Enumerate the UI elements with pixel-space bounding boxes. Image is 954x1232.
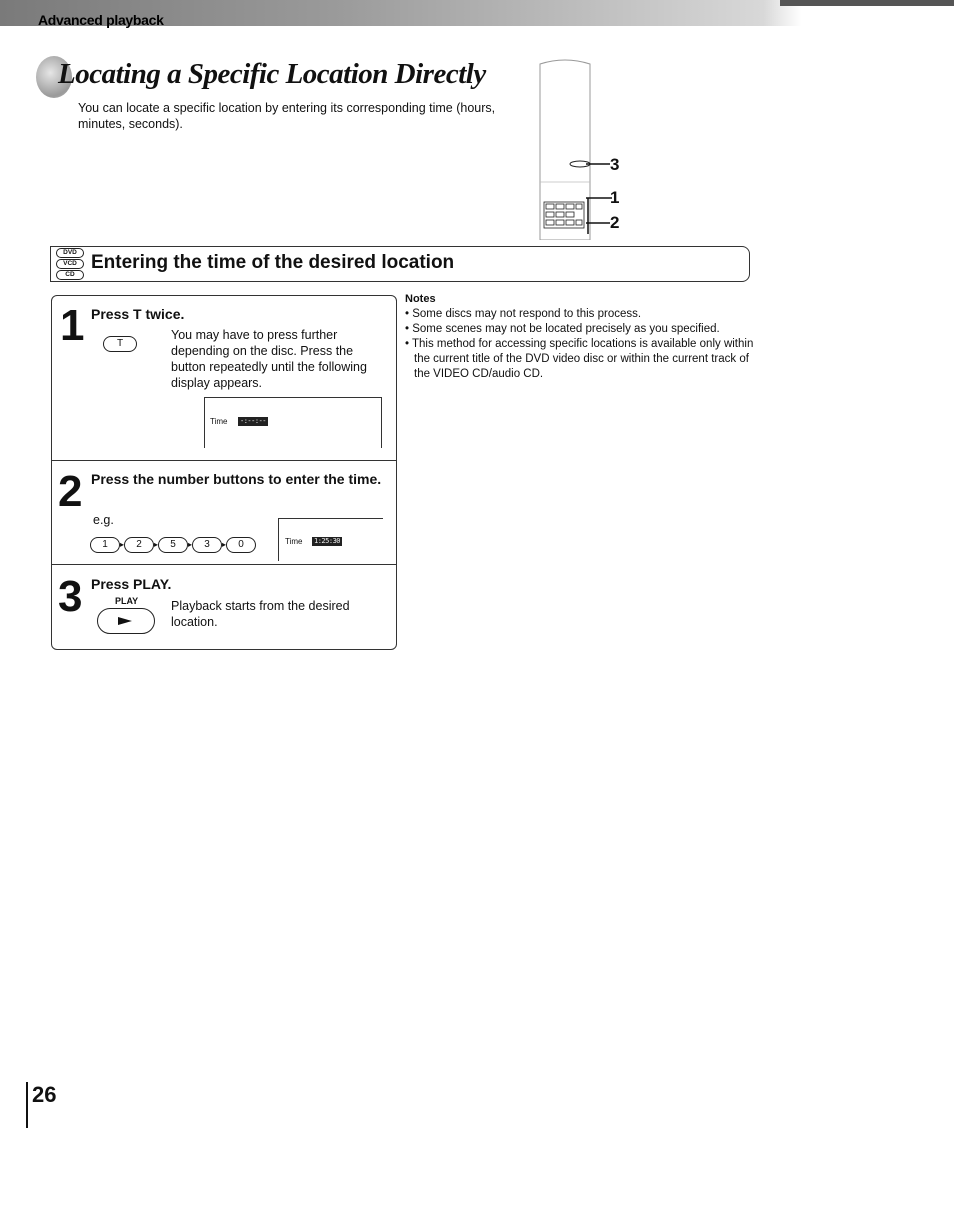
display-time-label: Time	[210, 417, 228, 426]
number-keypad-icon	[544, 202, 584, 228]
note-item: • Some scenes may not be located precisely as you specified.	[405, 323, 720, 335]
play-key-icon	[97, 608, 155, 634]
number-key-5: 5	[158, 537, 188, 553]
page-title: Locating a Specific Location Directly	[58, 58, 486, 90]
step-3-body: Playback starts from the desired location.	[171, 599, 350, 629]
eg-label: e.g.	[93, 513, 114, 527]
step-1-title: Press T twice.	[91, 306, 185, 322]
step-2-number: 2	[58, 467, 83, 516]
number-key-2: 2	[124, 537, 154, 553]
step-divider	[51, 564, 396, 565]
callout-number-3: 3	[610, 155, 620, 174]
time-display-empty	[204, 397, 382, 448]
step-1-number: 1	[60, 301, 85, 350]
callout-number-1: 1	[610, 188, 620, 207]
cd-icon: CD	[56, 270, 84, 280]
t-key-icon: T	[103, 336, 137, 352]
step-3-title: Press PLAY.	[91, 576, 172, 592]
number-key-3: 3	[192, 537, 222, 553]
step-3-number: 3	[58, 572, 83, 621]
section-label: Advanced playback	[38, 12, 164, 28]
section-heading: Entering the time of the desired location	[91, 252, 455, 273]
vcd-icon: VCD	[56, 259, 84, 269]
page-number-rule	[26, 1082, 28, 1128]
page-number: 26	[32, 1082, 57, 1107]
dvd-icon: DVD	[56, 248, 84, 258]
display-time-value: 1:25:30	[314, 537, 341, 545]
display-time-label: Time	[285, 537, 303, 546]
step-1-body: You may have to press further depending on the disc. Press the button repeatedly until the following display appears.	[171, 328, 367, 390]
number-key-sequence: 1 ▸ 2 ▸ 5 ▸ 3 ▸ 0	[90, 534, 256, 553]
time-display-entered	[278, 518, 383, 561]
step-divider	[51, 460, 396, 461]
note-item: • This method for accessing specific locations is available only within the current title of the DVD video disc or within the current track of the VIDEO CD/audio CD.	[405, 338, 754, 380]
callout-number-2: 2	[610, 213, 620, 232]
display-time-value: -:--:--	[240, 417, 267, 425]
intro-text: You can locate a specific location by entering its corresponding time (hours, minutes, seconds).	[78, 101, 496, 131]
step-2-title: Press the number buttons to enter the time.	[91, 471, 382, 487]
play-key-label: PLAY	[115, 596, 139, 606]
number-key-1: 1	[90, 537, 120, 553]
disc-type-icons	[56, 248, 86, 281]
number-key-0: 0	[226, 537, 256, 553]
notes-title: Notes	[405, 293, 436, 305]
remote-control-illustration	[538, 56, 592, 240]
note-item: • Some discs may not respond to this process.	[405, 308, 642, 320]
notes-list	[405, 307, 755, 382]
